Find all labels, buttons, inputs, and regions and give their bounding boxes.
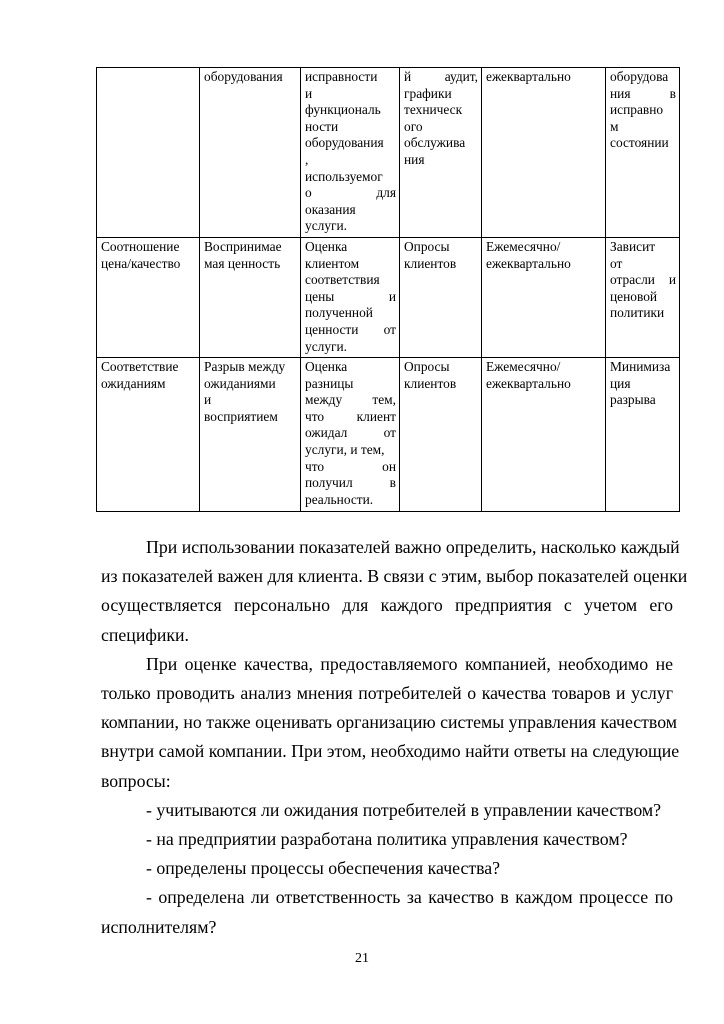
paragraph: При использовании показателей важно определить, насколько каждый из показателей важен для клиента. В связи с этим, выбор показателей оценки осуществляется персонально для каждого предприятия с учетом его специфики.	[101, 537, 688, 645]
table-row	[97, 237, 680, 357]
page-number: 21	[355, 951, 369, 966]
paragraph: - определена ли ответственность за качество в каждом процессе по исполнителям?	[101, 887, 673, 937]
table-cell: Соотношение цена/качество	[97, 237, 200, 357]
table-cell: Зависит от отрасли и ценовой политики	[606, 237, 680, 357]
table-cell: ежеквартально	[482, 68, 606, 238]
table-cell: Ежемесячно/ ежеквартально	[482, 358, 606, 512]
question-list	[101, 796, 673, 884]
table-cell	[97, 68, 200, 238]
table-cell: Минимиза ция разрыва	[606, 358, 680, 512]
table-cell: Оценка клиентом соответствия цены и полученной ценности от услуги.	[301, 237, 400, 357]
table-cell: Опросы клиентов	[400, 358, 482, 512]
table-cell: Воспринимае мая ценность	[200, 237, 301, 357]
list-item: - учитываются ли ожидания потребителей в управлении качеством?	[146, 799, 662, 820]
table-row	[97, 68, 680, 238]
table-row	[97, 358, 680, 512]
table-cell: оборудования	[200, 68, 301, 238]
table-cell: оборудова ния в исправно м состоянии	[606, 68, 680, 238]
table-cell: Соответствие ожиданиям	[97, 358, 200, 512]
paragraph: При оценке качества, предоставляемого компанией, необходимо не только проводить анализ мнения потребителей о качества товаров и услуг компании, но также оценивать организацию системы управления качеством внутри самой компании. При этом, необходимо найти ответы на следующие вопросы:	[101, 653, 680, 791]
table-cell: Разрыв между ожиданиями и восприятием	[200, 358, 301, 512]
table-cell: Опросы клиентов	[400, 237, 482, 357]
table-cell: Оценка разницы между тем, что клиент ожидал от услуги, и тем, что он получил в реальности.	[301, 358, 400, 512]
list-item: - на предприятии разработана политика управления качеством?	[146, 829, 628, 850]
quality-indicators-table	[96, 67, 680, 512]
body-text	[101, 533, 688, 942]
list-item: - определены процессы обеспечения качества?	[146, 858, 501, 879]
table-cell: й аудит, графики техническ ого обслужива ния	[400, 68, 482, 238]
table-cell: исправности и функциональ ности оборудования , используемог о для оказания услуги.	[301, 68, 400, 238]
table-cell: Ежемесячно/ ежеквартально	[482, 237, 606, 357]
